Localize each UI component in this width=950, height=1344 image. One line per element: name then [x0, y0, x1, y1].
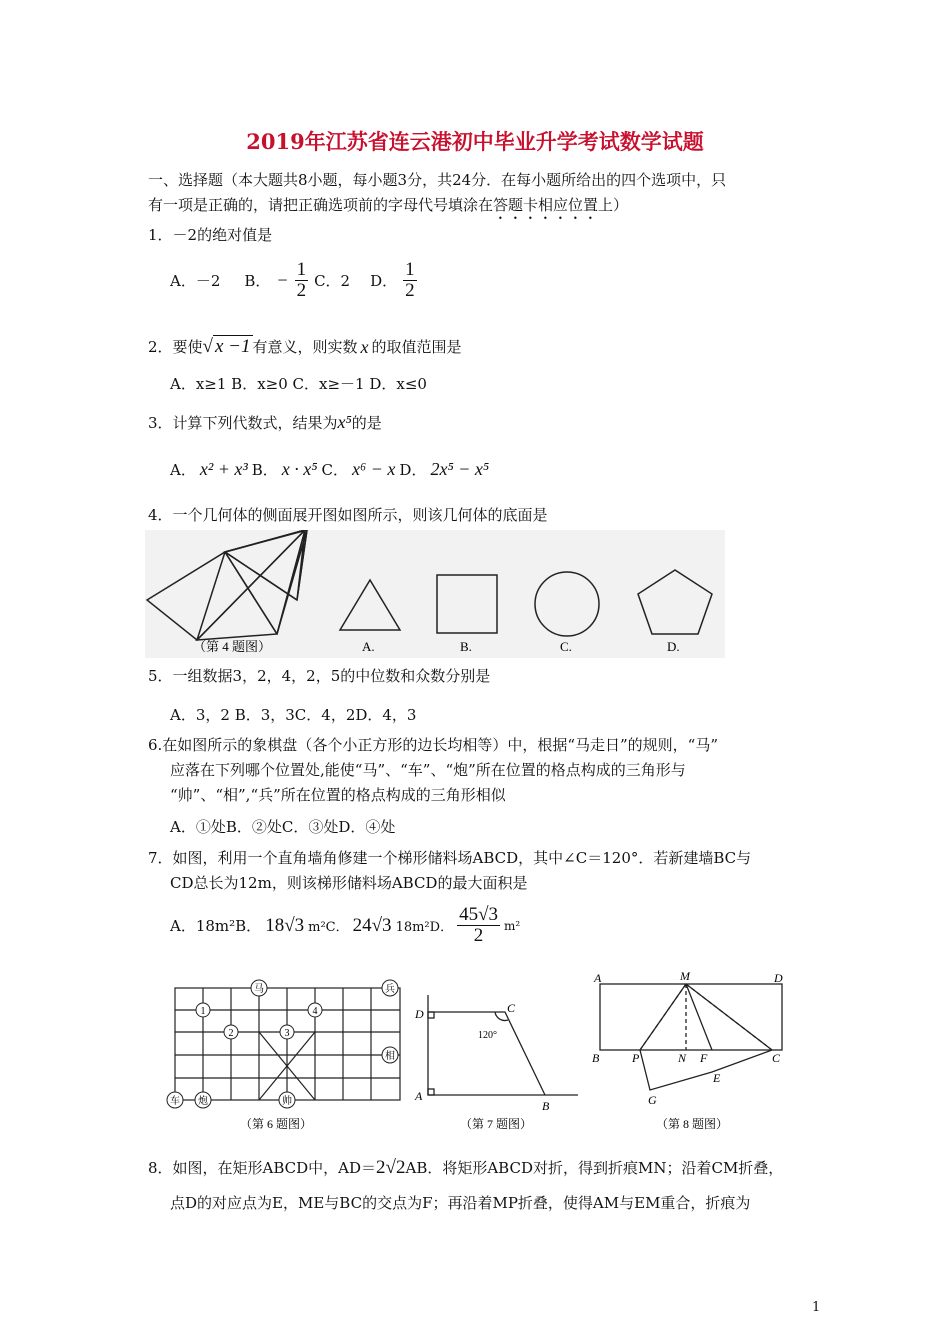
label-c: C. — [560, 639, 572, 654]
question-7-line2: CD总长为12m，则该梯形储料场ABCD的最大面积是 — [170, 874, 528, 892]
mark-3: 3 — [284, 1028, 290, 1039]
label-a: A — [594, 971, 602, 985]
option-b-label: B． — [251, 461, 278, 479]
label-b: B — [592, 1051, 600, 1065]
fig6-caption: （第 6 题图） — [240, 1117, 313, 1131]
question-2-stem — [148, 337, 462, 357]
fig8-diagram — [600, 984, 782, 1090]
label-a: A — [415, 1089, 423, 1103]
fig7-diagram — [428, 995, 578, 1095]
piece-bing: 兵 — [385, 984, 395, 995]
option-c-label: C． — [321, 461, 349, 479]
page-number: 1 — [812, 1300, 821, 1315]
numerator: 1 — [405, 259, 415, 280]
piece-che: 车 — [170, 1096, 180, 1107]
stem-text: AB．将矩形ABCD对折，得到折痕MN；沿着CM折叠， — [405, 1159, 784, 1177]
label-n: N — [678, 1051, 687, 1065]
option-d-label: D． — [370, 272, 398, 290]
option-c-expr: 24√3 — [352, 914, 392, 936]
denominator: 2 — [473, 925, 484, 946]
option-b-label: B． — [244, 272, 271, 290]
radicand: x −1 — [214, 336, 251, 357]
question-8-line1 — [148, 1158, 783, 1178]
math-x5: x⁵ — [337, 412, 352, 432]
question-6-line3: “帅”、“相”,“兵”所在位置的格点构成的三角形相似 — [170, 786, 506, 804]
question-4-stem: 4．一个几何体的侧面展开图如图所示，则该几何体的底面是 — [148, 506, 548, 524]
math-2sqrt2: 2√2 — [376, 1157, 406, 1178]
option-d-expr: 2x⁵ − x⁵ — [430, 459, 490, 479]
section-header-line2 — [148, 195, 628, 223]
question-5-stem: 5．一组数据3，2，4，2，5的中位数和众数分别是 — [148, 667, 491, 685]
option-d-label: D． — [399, 461, 427, 479]
option-d-fraction — [457, 905, 500, 946]
stem-text: 的取值范围是 — [371, 338, 462, 356]
numerator: 45√3 — [459, 904, 499, 925]
option-d-unit: m² — [504, 918, 521, 933]
fig4-caption: （第 4 题图） — [193, 639, 272, 654]
question-1-options — [170, 260, 417, 301]
label-d: D. — [667, 639, 680, 654]
question-6-line2: 应落在下列哪个位置处,能使“马”、“车”、“炮”所在位置的格点构成的三角形与 — [170, 761, 686, 779]
label-a: A. — [362, 639, 375, 654]
question-8-line2: 点D的对应点为E，ME与BC的交点为F；再沿着MP折叠，使得AM与EM重合，折痕为 — [170, 1194, 751, 1212]
numerator: 1 — [296, 259, 307, 280]
question-1-stem: 1．－2的绝对值是 — [148, 226, 273, 244]
option-b-unit: m²C． — [308, 920, 349, 935]
option-a-expr: x² + x³ — [199, 459, 248, 479]
question-6-line1: 6.在如图所示的象棋盘（各个小正方形的边长均相等）中，根据“马走日”的规则，“马” — [148, 736, 718, 754]
question-3-options — [170, 459, 489, 480]
label-c: C — [772, 1051, 781, 1065]
option-a-label: A． — [170, 461, 196, 479]
option-b-expr: 18√3 — [265, 914, 305, 936]
sqrt-expression: √ x −1 — [202, 336, 251, 357]
chess-board — [175, 988, 400, 1100]
question-2-options: A．x≥1 B．x≥0 C．x≥－1 D．x≤0 — [170, 375, 427, 393]
label-d: D — [415, 1007, 424, 1021]
fig8-labels — [592, 970, 783, 1107]
option-c: C．2 — [314, 272, 351, 290]
label-p: P — [632, 1051, 640, 1065]
fraction-b — [295, 260, 309, 301]
stem-text: 的是 — [351, 414, 382, 432]
piece-shuai: 帅 — [282, 1096, 292, 1107]
question-7-options — [170, 905, 520, 946]
question-4-figure — [145, 530, 725, 658]
question-7-line1: 7．如图，利用一个直角墙角修建一个梯形储料场ABCD，其中∠C＝120°．若新建墙BC与 — [148, 849, 752, 867]
stem-text: 8．如图，在矩形ABCD中，AD＝ — [148, 1159, 377, 1177]
mark-1: 1 — [200, 1006, 206, 1017]
option-c-unit: 18m²D． — [395, 920, 454, 935]
section-header-end: 上） — [598, 196, 629, 214]
mark-4: 4 — [312, 1006, 318, 1017]
option-a: A．－2 — [170, 272, 221, 290]
fig8-caption: （第 8 题图） — [656, 1117, 729, 1131]
minus-sign: − — [276, 270, 289, 290]
question-3-stem — [148, 412, 382, 433]
fraction-d — [403, 260, 417, 301]
label-b: B. — [460, 639, 472, 654]
label-c: C — [507, 1001, 516, 1015]
stem-text: 3．计算下列代数式，结果为 — [148, 414, 338, 432]
fig7-caption: （第 7 题图） — [460, 1117, 533, 1131]
emphasis-text: 答题卡相应位置 — [493, 196, 599, 214]
question-5-options: A．3，2 B．3，3C．4，2D．4，3 — [170, 706, 417, 724]
mark-2: 2 — [228, 1028, 234, 1039]
label-f: F — [700, 1051, 708, 1065]
variable-x: x — [360, 337, 369, 357]
section-header-line1: 一、选择题（本大题共8小题，每小题3分，共24分．在每小题所给出的四个选项中，只 — [148, 171, 727, 189]
label-g: G — [648, 1093, 657, 1107]
option-a: A．18m²B． — [170, 917, 262, 935]
option-c-expr: x⁶ − x — [352, 459, 396, 479]
label-e: E — [713, 1071, 721, 1085]
piece-pao: 炮 — [198, 1096, 208, 1107]
section-header-text: 有一项是正确的，请把正确选项前的字母代号填涂在 — [148, 196, 494, 214]
chess-pieces — [167, 980, 398, 1108]
figures-6-7-8 — [160, 970, 820, 1140]
label-m: M — [680, 970, 690, 983]
option-b-expr: x · x⁵ — [281, 459, 318, 479]
question-6-options: A．①处B．②处C．③处D．④处 — [170, 818, 396, 836]
label-b: B — [542, 1099, 550, 1113]
denominator: 2 — [296, 280, 307, 301]
stem-text: 有意义，则实数 — [252, 338, 358, 356]
denominator: 2 — [405, 280, 415, 301]
page-title: 2019年江苏省连云港初中毕业升学考试数学试题 — [246, 129, 704, 154]
piece-xiang: 相 — [385, 1051, 395, 1062]
piece-ma: 马 — [254, 984, 264, 995]
stem-text: 2．要使 — [148, 338, 203, 356]
angle-label: 120° — [478, 1030, 497, 1041]
label-d: D — [774, 971, 783, 985]
